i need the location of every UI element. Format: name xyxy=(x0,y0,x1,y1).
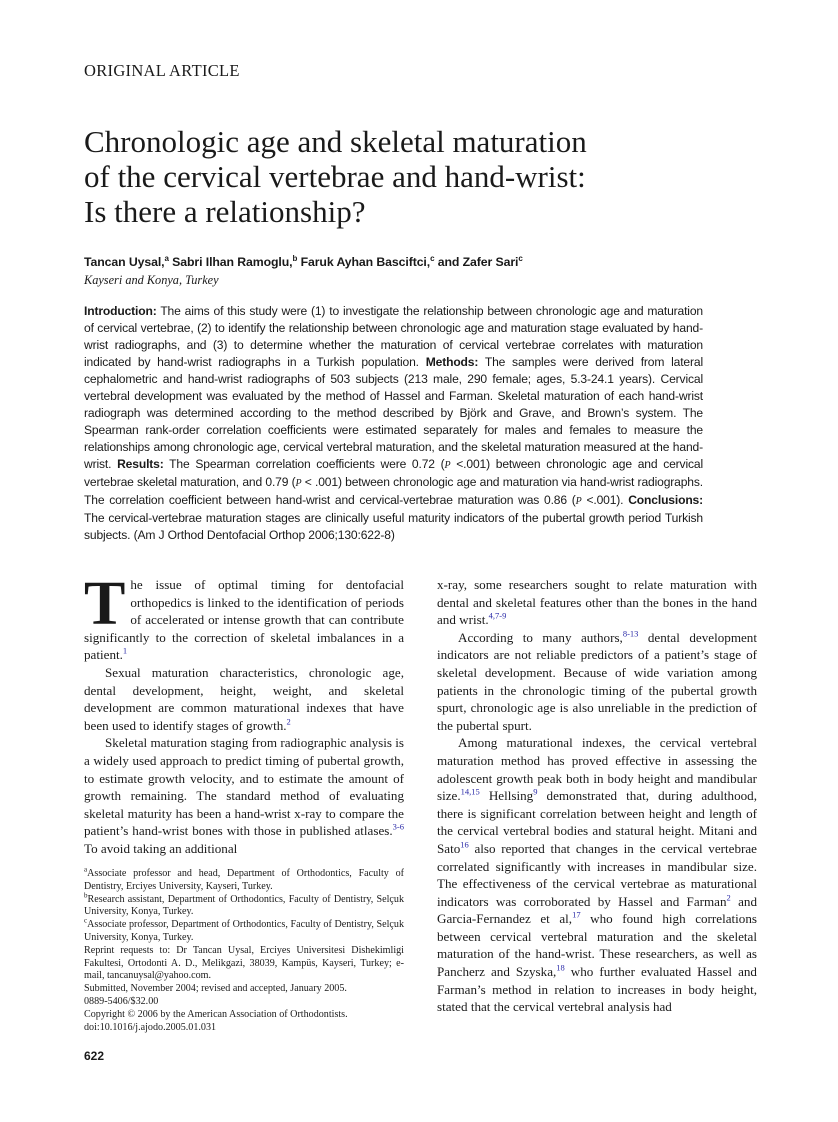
abstract xyxy=(84,303,703,544)
text-run: The samples were derived from lateral cephalometric and hand-wrist radiographs of 503 subjects (213 male, 290 female; ages, 5.3-24.1 years). Cervical vertebral development was evaluated by the method of Hassel and Farman. Skeletal maturation of each hand-wrist radiograph was determined according to the method described by Björk and Grave, and Brown’s system. The Spearman rank-order correlation coefficients were estimated separately for males and females to measure the relationships among chronologic age, cervical vertebral maturation, and the skeletal maturation measured at the hand-wrist. xyxy=(84,355,703,471)
text-run: and Garcia-Fernandez et al, xyxy=(437,893,757,927)
body-paragraph xyxy=(437,629,757,735)
text-run: demonstrated that, during adulthood, there is significant correlation between height and length of the cervical vertebral bodies and statural height. Mitani and Sato xyxy=(437,788,757,856)
footnote-text: Associate professor and head, Department of Orthodontics, Faculty of Dentistry, Erciyes University, Kayseri, Turkey. xyxy=(84,868,404,892)
reference-link[interactable]: 2 xyxy=(726,892,731,903)
title-line: of the cervical vertebrae and hand-wrist: xyxy=(84,159,586,194)
body-column-left xyxy=(84,570,404,858)
text-run: <.001) between chronologic age and cervical vertebrae skeletal maturation, and 0.79 ( xyxy=(84,457,703,489)
footnote-text: Submitted, November 2004; revised and accepted, January 2005. xyxy=(84,983,347,995)
footnote xyxy=(84,996,404,1009)
text-run: Skeletal maturation staging from radiographic analysis is a widely used approach to predict timing of pubertal growth, to estimate growth velocity, and to estimate the amount of growth remaining. The standard method of evaluating skeletal maturity has been a hand-wrist x-ray to compare the patient’s hand-wrist bones with those in published atlases. xyxy=(84,735,404,839)
footnote-marker: b xyxy=(84,891,88,900)
text-run: The cervical-vertebrae maturation stages are clinically useful maturity indicators of the pubertal growth period Turkish subjects. (Am J Orthod Dentofacial Orthop 2006;130:622-8) xyxy=(84,511,703,542)
p-value-symbol: P xyxy=(575,496,582,507)
reference-link[interactable]: 3-6 xyxy=(392,821,404,832)
title-line: Is there a relationship? xyxy=(84,194,366,229)
text-run: dental development indicators are not reliable predictors of a patient’s stage of skeletal development. Because of wide variation among patients in the chronologic timing of the pubertal growth spurt, chronologic age is also unreliable in the prediction of the pubertal spurt. xyxy=(437,629,757,733)
page-number: 622 xyxy=(84,1049,105,1063)
footnote xyxy=(84,1022,404,1035)
text-run: Hellsing xyxy=(479,788,534,804)
section-label: ORIGINAL ARTICLE xyxy=(84,61,240,80)
text-run: x-ray, some researchers sought to relate maturation with dental and skeletal features other than the bones in the hand and wrist. xyxy=(437,577,757,628)
footnote-marker: a xyxy=(84,865,88,874)
reference-link[interactable]: 9 xyxy=(533,786,538,797)
footnote xyxy=(84,865,404,894)
text-run: Sexual maturation characteristics, chronologic age, dental development, height, weight, and skeletal development are common maturational indexes that have been used to identify stages of growth. xyxy=(84,664,404,733)
affiliation-marker: a xyxy=(164,254,169,263)
text-run: also reported that changes in the cervical vertebrae correlated significantly with increases in mandibular size. The effectiveness of the cervical vertebrae as maturational indicators was corroborated by Hassel and Farman xyxy=(437,840,757,909)
abstract-heading: Results: xyxy=(117,457,164,471)
article-title xyxy=(84,124,744,229)
author-location: Kayseri and Konya, Turkey xyxy=(84,273,219,287)
footnotes xyxy=(84,865,404,1034)
text-run: he issue of optimal timing for dentofacial orthopedics is linked to the identification of periods of accelerated or intense growth that can contribute significantly to the correction of skeletal imbalances in a patient. xyxy=(84,577,404,663)
text-run: <.001). xyxy=(581,493,629,507)
text-run: To avoid taking an additional xyxy=(84,840,238,856)
footnote xyxy=(84,916,404,945)
body-paragraph xyxy=(84,664,404,734)
text-run: The Spearman correlation coefficients were 0.72 ( xyxy=(163,457,445,471)
reference-link[interactable]: 2 xyxy=(286,716,291,727)
body-paragraph xyxy=(437,576,757,629)
author-name: and Zafer Sari xyxy=(434,255,519,270)
reference-link[interactable]: 18 xyxy=(556,962,565,973)
body-column-right xyxy=(437,576,757,1016)
footnote-text: Copyright © 2006 by the American Association of Orthodontists. xyxy=(84,1008,348,1020)
p-value-symbol: P xyxy=(295,478,302,489)
footnote-text: 0889-5406/$32.00 xyxy=(84,995,159,1007)
footnote-text: Associate professor, Department of Orthodontics, Faculty of Dentistry, Selçuk University, Konya, Turkey. xyxy=(84,919,404,943)
affiliation-marker: c xyxy=(518,254,523,263)
text-run: According to many authors, xyxy=(458,629,623,645)
author-name: Tancan Uysal, xyxy=(84,255,165,270)
abstract-heading: Introduction: xyxy=(84,304,157,318)
title-line: Chronologic age and skeletal maturation xyxy=(84,124,587,159)
reference-link[interactable]: 4,7-9 xyxy=(488,610,507,621)
text-run: < .001) between chronologic age and maturation via hand-wrist radiographs. The correlation coefficient between hand-wrist and cervical-vertebrae maturation was 0.86 ( xyxy=(84,475,703,507)
abstract-heading: Conclusions: xyxy=(628,493,704,507)
footnote xyxy=(84,1009,404,1022)
body-paragraph xyxy=(84,734,404,857)
body-paragraph xyxy=(84,570,404,664)
text-run: who further evaluated Hassel and Farman’s method in relation to increases in body height, stated that the cervical vertebral analysis had xyxy=(437,964,757,1015)
reference-link[interactable]: 17 xyxy=(572,909,581,920)
reference-link[interactable]: 1 xyxy=(122,646,128,657)
abstract-heading: Methods: xyxy=(425,355,479,369)
reference-link[interactable]: 14,15 xyxy=(460,786,480,797)
author-name: Sabri Ilhan Ramoglu, xyxy=(168,255,293,270)
text-run: Among maturational indexes, the cervical vertebral maturation method has proved effective in assessing the adolescent growth peak both in body height and mandibular size. xyxy=(437,735,757,804)
text-run: who found high correlations between cervical vertebral maturation and the skeletal maturation of the hand-wrist. These researchers, as well as Pancherz and Szyska, xyxy=(437,911,757,980)
footnote xyxy=(84,983,404,996)
footnote-text: Research assistant, Department of Orthodontics, Faculty of Dentistry, Selçuk University, Konya, Turkey. xyxy=(84,893,404,918)
reference-link[interactable]: 16 xyxy=(460,839,469,850)
footnote-text: Reprint requests to: Dr Tancan Uysal, Erciyes Universitesi Dishekimligi Fakultesi, Ortodonti A. D., Melikgazi, 38039, Kampüs, Kayseri, Turkey; e-mail, tancanuysal@yahoo.com. xyxy=(84,944,404,982)
p-value-symbol: P xyxy=(444,460,451,471)
affiliation-marker: b xyxy=(292,254,298,263)
footnote-text: doi:10.1016/j.ajodo.2005.01.031 xyxy=(84,1021,217,1033)
footnote xyxy=(84,891,404,920)
reference-link[interactable]: 8-13 xyxy=(622,628,639,639)
author-name: Faruk Ayhan Basciftci, xyxy=(297,255,431,270)
text-run: The aims of this study were (1) to investigate the relationship between chronologic age and maturation of cervical vertebrae, (2) to identify the relationship between chronologic age and maturation stage evaluated by hand-wrist radiographs, and (3) to determine whether the maturation of cervical vertebrae correlates with maturation indicated by hand-wrist radiographs in a Turkish population. xyxy=(84,304,703,369)
footnote xyxy=(84,945,404,983)
footnote-marker: c xyxy=(84,916,88,925)
body-paragraph xyxy=(437,734,757,1016)
affiliation-marker: c xyxy=(430,254,435,263)
author-list xyxy=(84,254,523,269)
drop-cap: T xyxy=(84,570,126,638)
